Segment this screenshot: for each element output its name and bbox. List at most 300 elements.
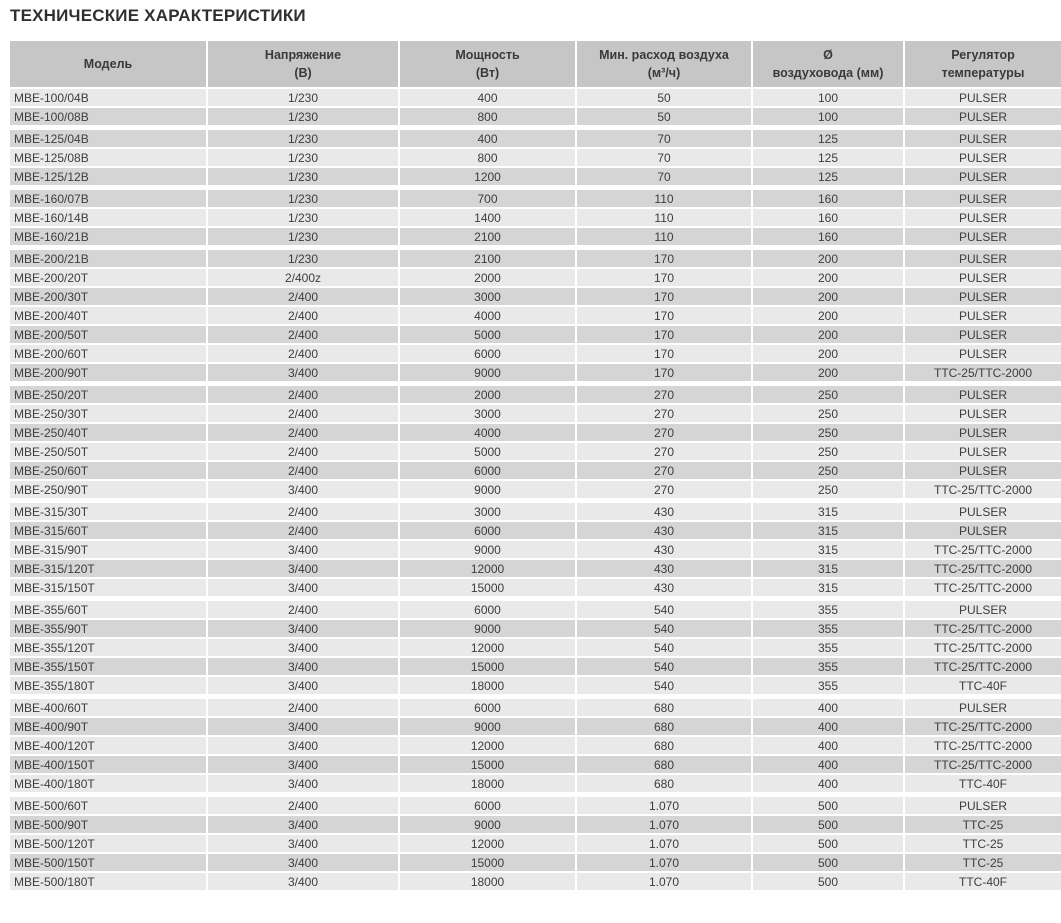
table-row [10, 699, 1061, 716]
model-cell: MBE-250/30T [10, 405, 206, 422]
diameter-cell: 500 [753, 854, 903, 871]
voltage-cell: 2/400 [208, 503, 398, 520]
voltage-cell: 1/230 [208, 228, 398, 245]
diameter-cell: 200 [753, 364, 903, 381]
table-row [10, 658, 1061, 675]
voltage-cell: 2/400 [208, 345, 398, 362]
table-row [10, 639, 1061, 656]
group-spacer-cell [10, 383, 1061, 384]
spec-table-header [10, 41, 1061, 87]
diameter-cell: 500 [753, 797, 903, 814]
diameter-cell: 250 [753, 443, 903, 460]
voltage-cell: 1/230 [208, 209, 398, 226]
diameter-cell: 160 [753, 209, 903, 226]
power-cell: 700 [400, 190, 575, 207]
power-cell: 3000 [400, 503, 575, 520]
power-cell: 2000 [400, 386, 575, 403]
model-cell: MBE-400/150T [10, 756, 206, 773]
airflow-cell: 540 [577, 677, 751, 694]
diameter-cell: 250 [753, 386, 903, 403]
diameter-cell: 355 [753, 620, 903, 637]
group-spacer [10, 187, 1061, 188]
table-row [10, 816, 1061, 833]
regulator-cell: PULSER [905, 209, 1061, 226]
diameter-cell: 250 [753, 405, 903, 422]
airflow-cell: 170 [577, 250, 751, 267]
airflow-cell: 170 [577, 269, 751, 286]
voltage-cell: 3/400 [208, 756, 398, 773]
model-cell: MBE-355/150T [10, 658, 206, 675]
diameter-cell: 200 [753, 307, 903, 324]
column-header-power [400, 41, 575, 87]
regulator-cell: PULSER [905, 424, 1061, 441]
voltage-cell: 2/400 [208, 424, 398, 441]
diameter-cell: 125 [753, 168, 903, 185]
table-row [10, 345, 1061, 362]
power-cell: 9000 [400, 718, 575, 735]
diameter-cell: 160 [753, 190, 903, 207]
airflow-cell: 270 [577, 443, 751, 460]
model-cell: MBE-160/14B [10, 209, 206, 226]
voltage-cell: 2/400 [208, 326, 398, 343]
model-cell: MBE-200/60T [10, 345, 206, 362]
table-row [10, 307, 1061, 324]
column-header-label: Регулятор [951, 47, 1015, 62]
model-cell: MBE-125/08B [10, 149, 206, 166]
airflow-cell: 110 [577, 190, 751, 207]
power-cell: 5000 [400, 443, 575, 460]
regulator-cell: TTC-25/TTC-2000 [905, 560, 1061, 577]
table-row [10, 541, 1061, 558]
model-cell: MBE-200/30T [10, 288, 206, 305]
model-cell: MBE-250/20T [10, 386, 206, 403]
voltage-cell: 2/400 [208, 386, 398, 403]
model-cell: MBE-100/08B [10, 108, 206, 125]
power-cell: 800 [400, 108, 575, 125]
diameter-cell: 355 [753, 639, 903, 656]
voltage-cell: 3/400 [208, 541, 398, 558]
voltage-cell: 1/230 [208, 149, 398, 166]
model-cell: MBE-400/180T [10, 775, 206, 792]
power-cell: 6000 [400, 699, 575, 716]
column-header-unit: воздуховода (мм) [772, 66, 884, 80]
table-row [10, 190, 1061, 207]
power-cell: 6000 [400, 797, 575, 814]
regulator-cell: PULSER [905, 326, 1061, 343]
model-cell: MBE-160/21B [10, 228, 206, 245]
table-row [10, 130, 1061, 147]
diameter-cell: 315 [753, 503, 903, 520]
model-cell: MBE-200/20T [10, 269, 206, 286]
voltage-cell: 1/230 [208, 130, 398, 147]
model-cell: MBE-355/120T [10, 639, 206, 656]
airflow-cell: 270 [577, 405, 751, 422]
group-spacer-cell [10, 598, 1061, 599]
power-cell: 6000 [400, 601, 575, 618]
model-cell: MBE-315/90T [10, 541, 206, 558]
airflow-cell: 170 [577, 288, 751, 305]
voltage-cell: 3/400 [208, 718, 398, 735]
table-row [10, 756, 1061, 773]
regulator-cell: PULSER [905, 601, 1061, 618]
group-spacer [10, 598, 1061, 599]
table-row [10, 443, 1061, 460]
voltage-cell: 3/400 [208, 364, 398, 381]
model-cell: MBE-200/50T [10, 326, 206, 343]
table-row [10, 797, 1061, 814]
power-cell: 4000 [400, 307, 575, 324]
airflow-cell: 430 [577, 522, 751, 539]
diameter-cell: 500 [753, 835, 903, 852]
model-cell: MBE-100/04B [10, 89, 206, 106]
column-header-regulator [905, 41, 1061, 87]
table-row [10, 326, 1061, 343]
voltage-cell: 1/230 [208, 250, 398, 267]
model-cell: MBE-500/60T [10, 797, 206, 814]
regulator-cell: PULSER [905, 288, 1061, 305]
power-cell: 2100 [400, 228, 575, 245]
regulator-cell: TTC-40F [905, 775, 1061, 792]
table-row [10, 481, 1061, 498]
model-cell: MBE-500/150T [10, 854, 206, 871]
column-header-label: Модель [83, 56, 133, 71]
model-cell: MBE-315/120T [10, 560, 206, 577]
model-cell: MBE-500/90T [10, 816, 206, 833]
regulator-cell: PULSER [905, 168, 1061, 185]
airflow-cell: 70 [577, 168, 751, 185]
regulator-cell: PULSER [905, 190, 1061, 207]
airflow-cell: 1.070 [577, 854, 751, 871]
spec-table [8, 39, 1061, 892]
table-row [10, 108, 1061, 125]
regulator-cell: TTC-25 [905, 854, 1061, 871]
airflow-cell: 110 [577, 209, 751, 226]
column-header-unit: (В) [294, 66, 312, 80]
table-row [10, 560, 1061, 577]
power-cell: 9000 [400, 816, 575, 833]
diameter-cell: 200 [753, 288, 903, 305]
table-row [10, 405, 1061, 422]
diameter-cell: 315 [753, 541, 903, 558]
regulator-cell: TTC-25/TTC-2000 [905, 718, 1061, 735]
power-cell: 9000 [400, 620, 575, 637]
voltage-cell: 3/400 [208, 639, 398, 656]
diameter-cell: 315 [753, 560, 903, 577]
voltage-cell: 3/400 [208, 737, 398, 754]
table-row [10, 503, 1061, 520]
airflow-cell: 680 [577, 775, 751, 792]
group-spacer [10, 696, 1061, 697]
model-cell: MBE-400/90T [10, 718, 206, 735]
table-row [10, 269, 1061, 286]
power-cell: 12000 [400, 835, 575, 852]
model-cell: MBE-250/60T [10, 462, 206, 479]
group-spacer [10, 127, 1061, 128]
airflow-cell: 270 [577, 386, 751, 403]
table-row [10, 250, 1061, 267]
diameter-cell: 400 [753, 699, 903, 716]
diameter-cell: 200 [753, 250, 903, 267]
power-cell: 12000 [400, 639, 575, 656]
voltage-cell: 3/400 [208, 481, 398, 498]
column-header-label: Мощность [455, 47, 520, 62]
voltage-cell: 2/400 [208, 405, 398, 422]
voltage-cell: 3/400 [208, 677, 398, 694]
regulator-cell: PULSER [905, 386, 1061, 403]
airflow-cell: 1.070 [577, 816, 751, 833]
diameter-cell: 315 [753, 522, 903, 539]
table-row [10, 854, 1061, 871]
column-header-label: Ø [823, 47, 833, 62]
power-cell: 18000 [400, 873, 575, 890]
airflow-cell: 170 [577, 307, 751, 324]
group-spacer [10, 500, 1061, 501]
regulator-cell: PULSER [905, 345, 1061, 362]
model-cell: MBE-315/150T [10, 579, 206, 596]
airflow-cell: 1.070 [577, 797, 751, 814]
airflow-cell: 540 [577, 601, 751, 618]
column-header-airflow [577, 41, 751, 87]
table-row [10, 89, 1061, 106]
model-cell: MBE-315/30T [10, 503, 206, 520]
power-cell: 2100 [400, 250, 575, 267]
column-header-voltage [208, 41, 398, 87]
diameter-cell: 250 [753, 424, 903, 441]
regulator-cell: TTC-25/TTC-2000 [905, 639, 1061, 656]
regulator-cell: PULSER [905, 269, 1061, 286]
airflow-cell: 680 [577, 756, 751, 773]
regulator-cell: TTC-25/TTC-2000 [905, 481, 1061, 498]
model-cell: MBE-355/180T [10, 677, 206, 694]
group-spacer-cell [10, 794, 1061, 795]
airflow-cell: 540 [577, 620, 751, 637]
power-cell: 400 [400, 130, 575, 147]
diameter-cell: 125 [753, 149, 903, 166]
power-cell: 18000 [400, 677, 575, 694]
airflow-cell: 50 [577, 89, 751, 106]
diameter-cell: 200 [753, 269, 903, 286]
airflow-cell: 270 [577, 424, 751, 441]
column-header-unit: (Вт) [475, 66, 500, 80]
table-row [10, 579, 1061, 596]
table-row [10, 209, 1061, 226]
airflow-cell: 170 [577, 364, 751, 381]
power-cell: 6000 [400, 522, 575, 539]
group-spacer [10, 383, 1061, 384]
column-header-diameter [753, 41, 903, 87]
power-cell: 5000 [400, 326, 575, 343]
power-cell: 2000 [400, 269, 575, 286]
power-cell: 400 [400, 89, 575, 106]
diameter-cell: 500 [753, 816, 903, 833]
voltage-cell: 3/400 [208, 579, 398, 596]
group-spacer-cell [10, 500, 1061, 501]
power-cell: 1200 [400, 168, 575, 185]
column-header-model [10, 41, 206, 87]
regulator-cell: TTC-25/TTC-2000 [905, 756, 1061, 773]
regulator-cell: PULSER [905, 250, 1061, 267]
diameter-cell: 400 [753, 718, 903, 735]
power-cell: 18000 [400, 775, 575, 792]
table-row [10, 228, 1061, 245]
table-row [10, 718, 1061, 735]
diameter-cell: 400 [753, 775, 903, 792]
voltage-cell: 2/400 [208, 522, 398, 539]
regulator-cell: PULSER [905, 228, 1061, 245]
diameter-cell: 400 [753, 756, 903, 773]
page-title: ТЕХНИЧЕСКИЕ ХАРАКТЕРИСТИКИ [10, 6, 306, 25]
voltage-cell: 1/230 [208, 89, 398, 106]
power-cell: 12000 [400, 560, 575, 577]
voltage-cell: 1/230 [208, 108, 398, 125]
model-cell: MBE-250/50T [10, 443, 206, 460]
diameter-cell: 100 [753, 89, 903, 106]
table-row [10, 364, 1061, 381]
regulator-cell: PULSER [905, 307, 1061, 324]
table-row [10, 677, 1061, 694]
voltage-cell: 2/400 [208, 307, 398, 324]
airflow-cell: 430 [577, 560, 751, 577]
voltage-cell: 3/400 [208, 816, 398, 833]
voltage-cell: 2/400 [208, 699, 398, 716]
voltage-cell: 1/230 [208, 190, 398, 207]
table-row [10, 288, 1061, 305]
table-row [10, 462, 1061, 479]
airflow-cell: 430 [577, 579, 751, 596]
table-row [10, 737, 1061, 754]
model-cell: MBE-355/90T [10, 620, 206, 637]
voltage-cell: 2/400 [208, 443, 398, 460]
table-row [10, 522, 1061, 539]
group-spacer-cell [10, 187, 1061, 188]
model-cell: MBE-500/180T [10, 873, 206, 890]
power-cell: 12000 [400, 737, 575, 754]
diameter-cell: 100 [753, 108, 903, 125]
voltage-cell: 3/400 [208, 873, 398, 890]
group-spacer [10, 247, 1061, 248]
column-header-unit: температуры [941, 66, 1025, 80]
diameter-cell: 200 [753, 326, 903, 343]
table-row [10, 835, 1061, 852]
table-row [10, 775, 1061, 792]
table-row [10, 424, 1061, 441]
voltage-cell: 1/230 [208, 168, 398, 185]
group-spacer-cell [10, 247, 1061, 248]
diameter-cell: 355 [753, 601, 903, 618]
model-cell: MBE-250/40T [10, 424, 206, 441]
group-spacer-cell [10, 696, 1061, 697]
model-cell: MBE-400/120T [10, 737, 206, 754]
airflow-cell: 680 [577, 737, 751, 754]
regulator-cell: PULSER [905, 108, 1061, 125]
regulator-cell: TTC-25/TTC-2000 [905, 658, 1061, 675]
column-header-label: Мин. расход воздуха [599, 47, 729, 62]
voltage-cell: 3/400 [208, 560, 398, 577]
table-row [10, 149, 1061, 166]
table-row [10, 168, 1061, 185]
airflow-cell: 270 [577, 462, 751, 479]
airflow-cell: 70 [577, 130, 751, 147]
power-cell: 800 [400, 149, 575, 166]
regulator-cell: PULSER [905, 797, 1061, 814]
power-cell: 15000 [400, 658, 575, 675]
power-cell: 15000 [400, 756, 575, 773]
regulator-cell: PULSER [905, 405, 1061, 422]
power-cell: 6000 [400, 345, 575, 362]
model-cell: MBE-200/21B [10, 250, 206, 267]
regulator-cell: PULSER [905, 443, 1061, 460]
voltage-cell: 3/400 [208, 620, 398, 637]
airflow-cell: 50 [577, 108, 751, 125]
diameter-cell: 400 [753, 737, 903, 754]
voltage-cell: 2/400 [208, 288, 398, 305]
regulator-cell: TTC-40F [905, 873, 1061, 890]
model-cell: MBE-355/60T [10, 601, 206, 618]
regulator-cell: PULSER [905, 89, 1061, 106]
model-cell: MBE-200/40T [10, 307, 206, 324]
column-header-unit: (м³/ч) [647, 66, 681, 80]
airflow-cell: 170 [577, 345, 751, 362]
table-row [10, 620, 1061, 637]
airflow-cell: 680 [577, 699, 751, 716]
voltage-cell: 2/400z [208, 269, 398, 286]
airflow-cell: 1.070 [577, 835, 751, 852]
power-cell: 9000 [400, 541, 575, 558]
regulator-cell: TTC-25/TTC-2000 [905, 579, 1061, 596]
voltage-cell: 2/400 [208, 462, 398, 479]
power-cell: 9000 [400, 481, 575, 498]
diameter-cell: 355 [753, 677, 903, 694]
regulator-cell: PULSER [905, 522, 1061, 539]
regulator-cell: TTC-25/TTC-2000 [905, 541, 1061, 558]
regulator-cell: TTC-25/TTC-2000 [905, 620, 1061, 637]
power-cell: 3000 [400, 288, 575, 305]
regulator-cell: PULSER [905, 462, 1061, 479]
power-cell: 1400 [400, 209, 575, 226]
power-cell: 4000 [400, 424, 575, 441]
airflow-cell: 110 [577, 228, 751, 245]
regulator-cell: TTC-25/TTC-2000 [905, 364, 1061, 381]
regulator-cell: PULSER [905, 699, 1061, 716]
table-row [10, 386, 1061, 403]
group-spacer-cell [10, 127, 1061, 128]
model-cell: MBE-160/07B [10, 190, 206, 207]
regulator-cell: PULSER [905, 130, 1061, 147]
regulator-cell: TTC-40F [905, 677, 1061, 694]
power-cell: 3000 [400, 405, 575, 422]
voltage-cell: 2/400 [208, 601, 398, 618]
airflow-cell: 430 [577, 541, 751, 558]
airflow-cell: 540 [577, 658, 751, 675]
diameter-cell: 125 [753, 130, 903, 147]
regulator-cell: TTC-25 [905, 835, 1061, 852]
model-cell: MBE-125/04B [10, 130, 206, 147]
diameter-cell: 315 [753, 579, 903, 596]
diameter-cell: 250 [753, 462, 903, 479]
group-spacer [10, 794, 1061, 795]
voltage-cell: 3/400 [208, 658, 398, 675]
voltage-cell: 3/400 [208, 854, 398, 871]
diameter-cell: 160 [753, 228, 903, 245]
model-cell: MBE-315/60T [10, 522, 206, 539]
airflow-cell: 680 [577, 718, 751, 735]
power-cell: 15000 [400, 579, 575, 596]
airflow-cell: 170 [577, 326, 751, 343]
table-row [10, 601, 1061, 618]
regulator-cell: PULSER [905, 503, 1061, 520]
model-cell: MBE-125/12B [10, 168, 206, 185]
model-cell: MBE-250/90T [10, 481, 206, 498]
